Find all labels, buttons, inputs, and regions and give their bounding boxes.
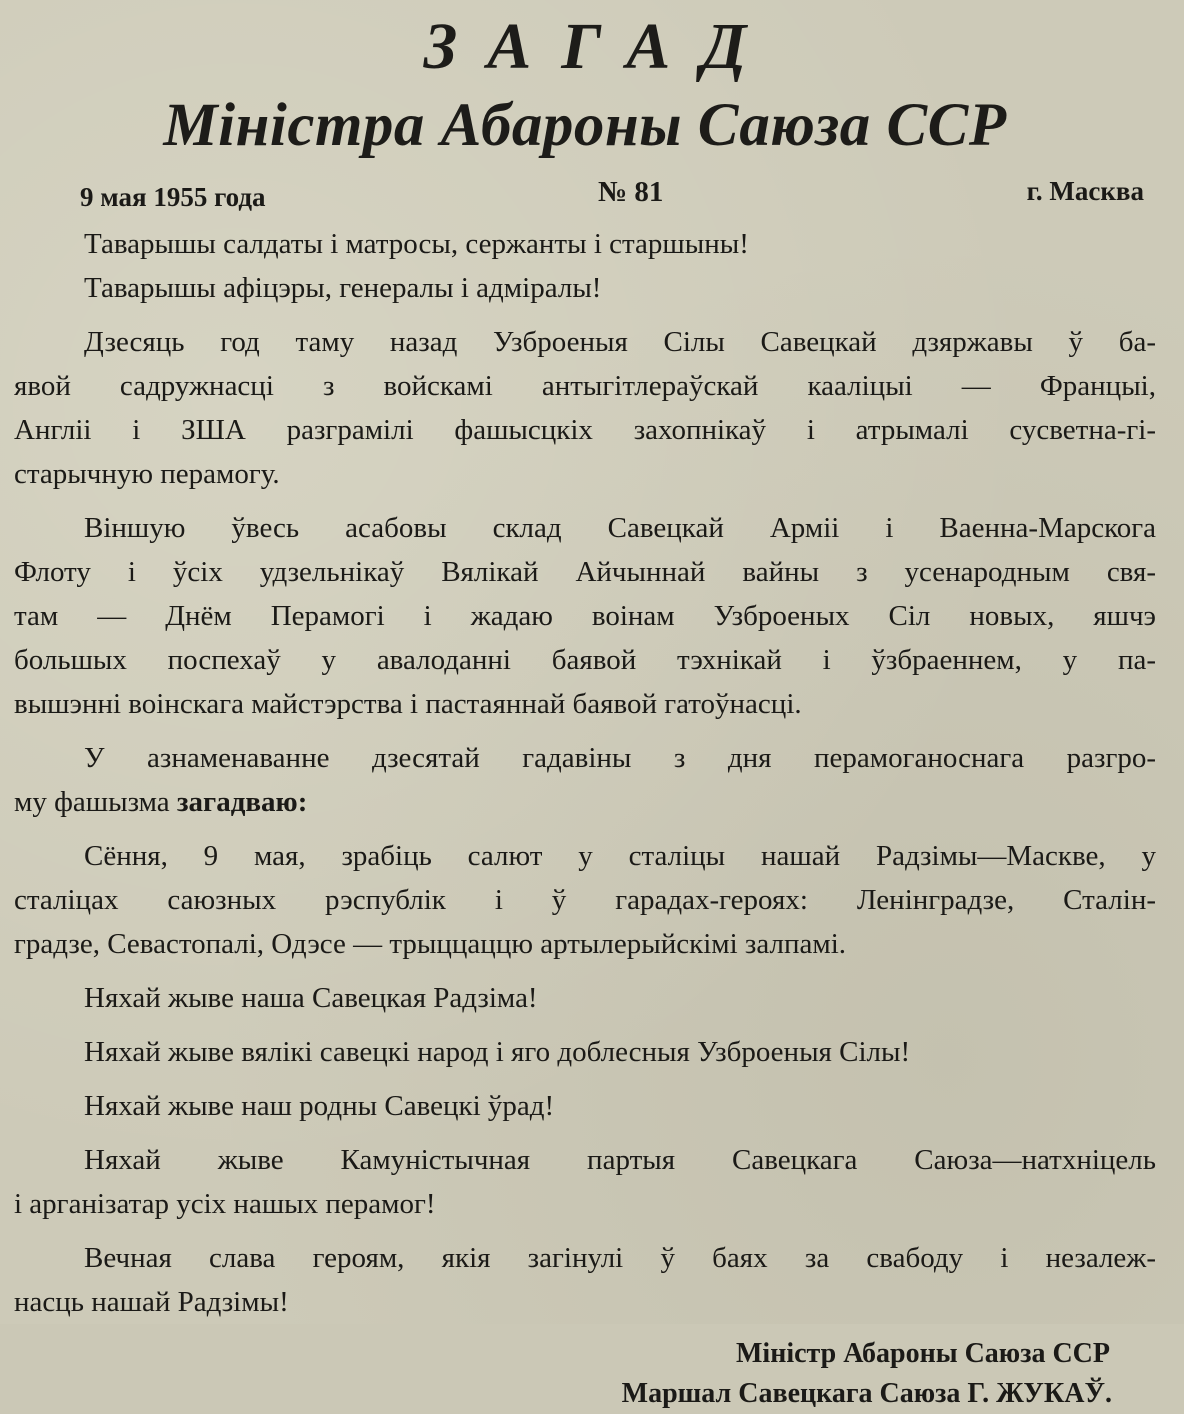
order-number: № 81 [598, 176, 664, 208]
order-city: г. Масква [1026, 176, 1144, 206]
paragraph-congratulations: Віншую ўвесь асабовы склад Савецкай Арміі і Ваенна-Марскога Флоту і ўсіх удзельнікаў Вялікай Айчыннай вайны з усенародным свя- там — Днём Перамогі і жадаю воінам Узброеных Сіл новых, яшчэ большых поспехаў у авалоданні баявой тэхнікай і ўзбраеннем, у па- вышэнні воінскага майстэрства і пастаяннай баявой гатоўнасці. [14, 512, 1156, 720]
order-meta [14, 172, 1156, 218]
order-body [14, 222, 1156, 1324]
signature-title: Міністр Абароны Саюза ССР [736, 1338, 1110, 1369]
command-word: загадваю: [176, 786, 308, 818]
closing-glory: Вечная слава героям, якія загінулі ў баях за свабоду і незалеж- насць нашай Радзімы! [14, 1242, 1156, 1318]
slogan-government: Няхай жыве наш родны Савецкі ўрад! [84, 1090, 555, 1122]
slogan-party: Няхай жыве Камуністычная партыя Савецкага Саюза—натхніцель і арганізатар усіх нашых перамог! [14, 1144, 1156, 1220]
greeting-officers: Таварышы афіцэры, генералы і адміралы! [84, 272, 602, 304]
greeting-soldiers: Таварышы салдаты і матросы, сержанты і старшыны! [84, 228, 749, 260]
order-date: 9 мая 1955 года [80, 182, 266, 212]
paragraph-salute: Сёння, 9 мая, зрабіць салют у сталіцы нашай Радзімы—Маскве, у сталіцах саюзных рэспублік і ў гарадах-героях: Ленінградзе, Сталін- градзе, Севастопалі, Одэсе — трыццаццю артылерыйскімі залпамі. [14, 840, 1156, 960]
slogan-people: Няхай жыве вялікі савецкі народ і яго доблесныя Узброеныя Сілы! [84, 1036, 911, 1068]
paragraph-order: У азнаменаванне дзесятай гадавіны з дня перамоганоснага разгро- му фашызма загадваю: [14, 742, 1156, 818]
signature-block [14, 1334, 1156, 1414]
document-title: ЗАГАД [423, 10, 777, 83]
signature-name: Маршал Савецкага Саюза Г. ЖУКАЎ. [621, 1378, 1112, 1409]
slogan-motherland: Няхай жыве наша Савецкая Радзіма! [84, 982, 538, 1014]
paragraph-victory: Дзесяць год таму назад Узброеныя Сілы Савецкай дзяржавы ў ба- явой садружнасці з войскамі антыгітлераўскай кааліцыі — Францыі, Англіі і ЗША разграмілі фашысцкіх захопнікаў і атрымалі сусветна-гі- старычную перамогу. [14, 326, 1156, 490]
document-subtitle: Міністра Абароны Саюза ССР [163, 92, 1007, 159]
